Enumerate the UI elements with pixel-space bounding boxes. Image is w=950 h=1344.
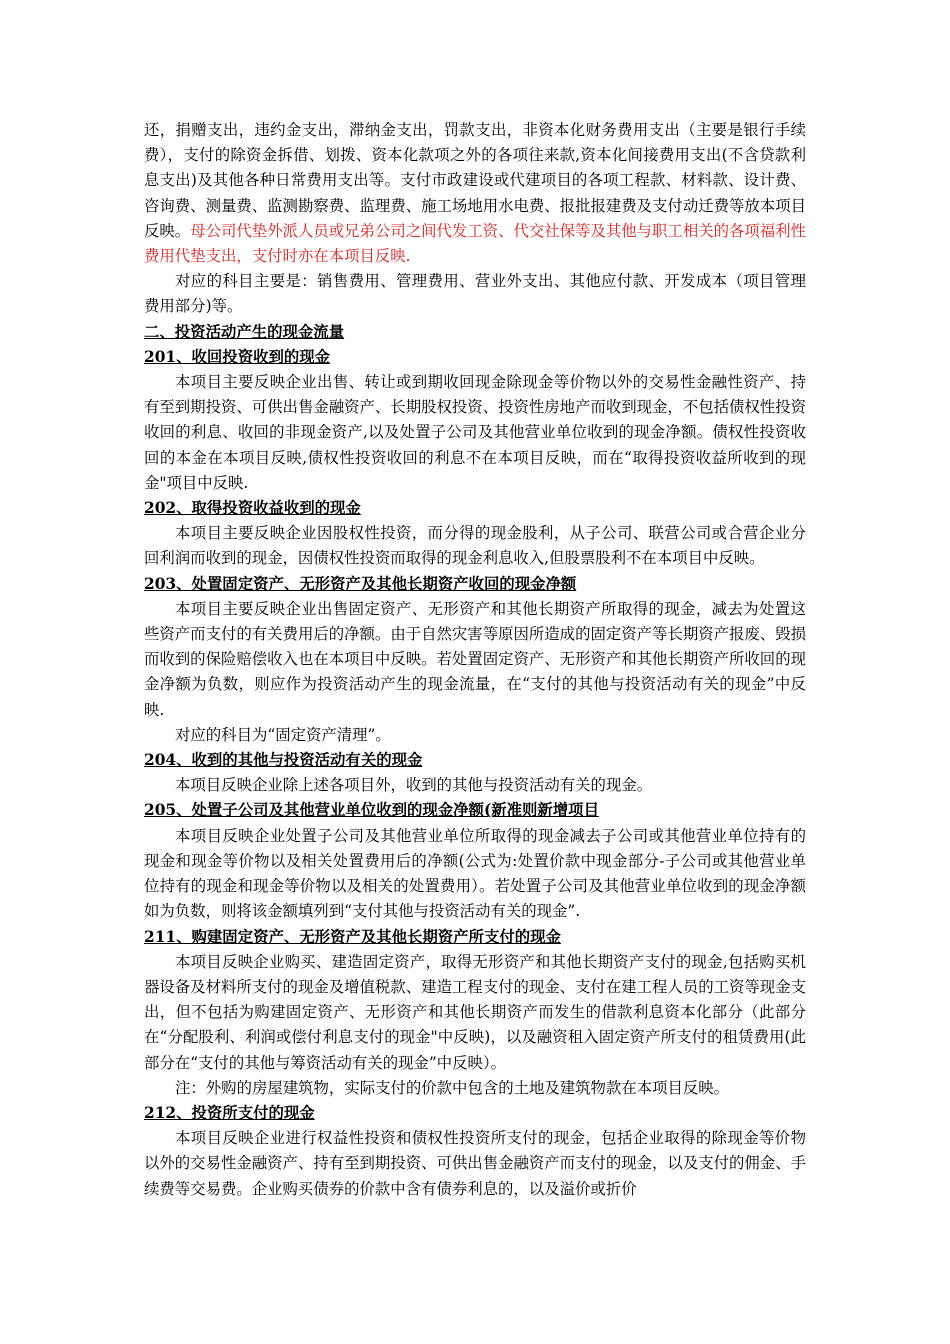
item-heading-202: 202、取得投资收益收到的现金	[144, 499, 361, 518]
item-heading-204: 204、收到的其他与投资活动有关的现金	[144, 751, 423, 770]
item-paragraph: 注：外购的房屋建筑物，实际支付的价款中包含的土地及建筑物款在本项目反映。	[175, 1078, 730, 1097]
item-heading-201: 201、收回投资收到的现金	[144, 347, 331, 366]
item-paragraph: 本项目反映企业处置子公司及其他营业单位所取得的现金减去子公司或其他营业单位持有的现金和现金等价物以及相关处置费用后的净额(公式为:处置价款中现金部分-子公司或其他营业单位持有的现金和现金等价物以及相关的处置费用）。若处置子公司及其他营业单位收到的现金净额如为负数，则将该金额填列到“支付其他与投资活动有关的现金”.	[144, 826, 806, 921]
item-paragraph: 本项目反映企业购买、建造固定资产，取得无形资产和其他长期资产支付的现金,包括购买机器设备及材料所支付的现金及增值税款、建造工程支付的现金、支付在建工程人员的工资等现金支出，但不包括为购建固定资产、无形资产和其他长期资产而发生的借款利息资本化部分（此部分在“分配股利、利润或偿付利息支付的现金"中反映)，以及融资租入固定资产所支付的租赁费用(此部分在“支付的其他与筹资活动有关的现金”中反映）。	[144, 952, 806, 1072]
item-heading-205: 205、处置子公司及其他营业单位收到的现金净额(新准则新增项目	[144, 801, 599, 820]
intro-text: 还，捐赠支出，违约金支出，滞纳金支出，罚款支出，非资本化财务费用支出（主要是银行手续费），支付的除资金拆借、划拨、资本化款项之外的各项往来款,资本化间接费用支出(不含贷款利息支出)及其他各种日常费用支出等。支付市政建设或代建项目的各项工程款、材料款、设计费、咨询费、测量费、监测勘察费、监理费、施工场地用水电费、报批报建费及支付动迁费等放本项目反映。	[144, 121, 806, 240]
item-heading-203: 203、处置固定资产、无形资产及其他长期资产收回的现金净额	[144, 574, 577, 593]
item-heading-212: 212、投资所支付的现金	[144, 1103, 315, 1122]
document-page	[144, 118, 806, 1202]
item-paragraph: 对应的科目为“固定资产清理”。	[175, 725, 391, 744]
item-paragraph: 本项目主要反映企业出售固定资产、无形资产和其他长期资产所取得的现金，减去为处置这些资产而支付的有关费用后的净额。由于自然灾害等原因所造成的固定资产等长期资产报废、毁损而收到的保险赔偿收入也在本项目中反映。若处置固定资产、无形资产和其他长期资产所收回的现金净额为负数，则应作为投资活动产生的现金流量，在“支付的其他与投资活动有关的现金”中反映.	[144, 599, 806, 719]
item-paragraph: 本项目反映企业进行权益性投资和债权性投资所支付的现金，包括企业取得的除现金等价物以外的交易性金融资产、持有至到期投资、可供出售金融资产而支付的现金，以及支付的佣金、手续费等交易费。企业购买债券的价款中含有债券利息的，以及溢价或折价	[144, 1129, 806, 1198]
intro-paragraph	[144, 118, 806, 269]
item-paragraph: 本项目主要反映企业出售、转让或到期收回现金除现金等价物以外的交易性金融性资产、持有至到期投资、可供出售金融资产、长期股权投资、投资性房地产而收到现金，不包括债权性投资收回的利息、收回的非现金资产,以及处置子公司及其他营业单位收到的现金净额。债权性投资收回的本金在本项目反映,债权性投资收回的利息不在本项目反映，而在“取得投资收益所收到的现金"项目中反映.	[144, 373, 806, 492]
section-title: 二、投资活动产生的现金流量	[144, 322, 345, 341]
item-paragraph: 本项目反映企业除上述各项目外，收到的其他与投资活动有关的现金。	[175, 776, 653, 795]
item-paragraph: 本项目主要反映企业因股权性投资，而分得的现金股利，从子公司、联营公司或合营企业分回利润而收到的现金，因债权性投资而取得的现金利息收入,但股票股利不在本项目中反映。	[144, 524, 806, 568]
item-heading-211: 211、购建固定资产、无形资产及其他长期资产所支付的现金	[144, 927, 561, 946]
intro-red-text: 母公司代垫外派人员或兄弟公司之间代发工资、代交社保等及其他与职工相关的各项福利性费用代垫支出，支付时亦在本项目反映.	[144, 221, 806, 266]
intro-accounts: 对应的科目主要是：销售费用、管理费用、营业外支出、其他应付款、开发成本（项目管理费用部分)等。	[144, 272, 806, 316]
